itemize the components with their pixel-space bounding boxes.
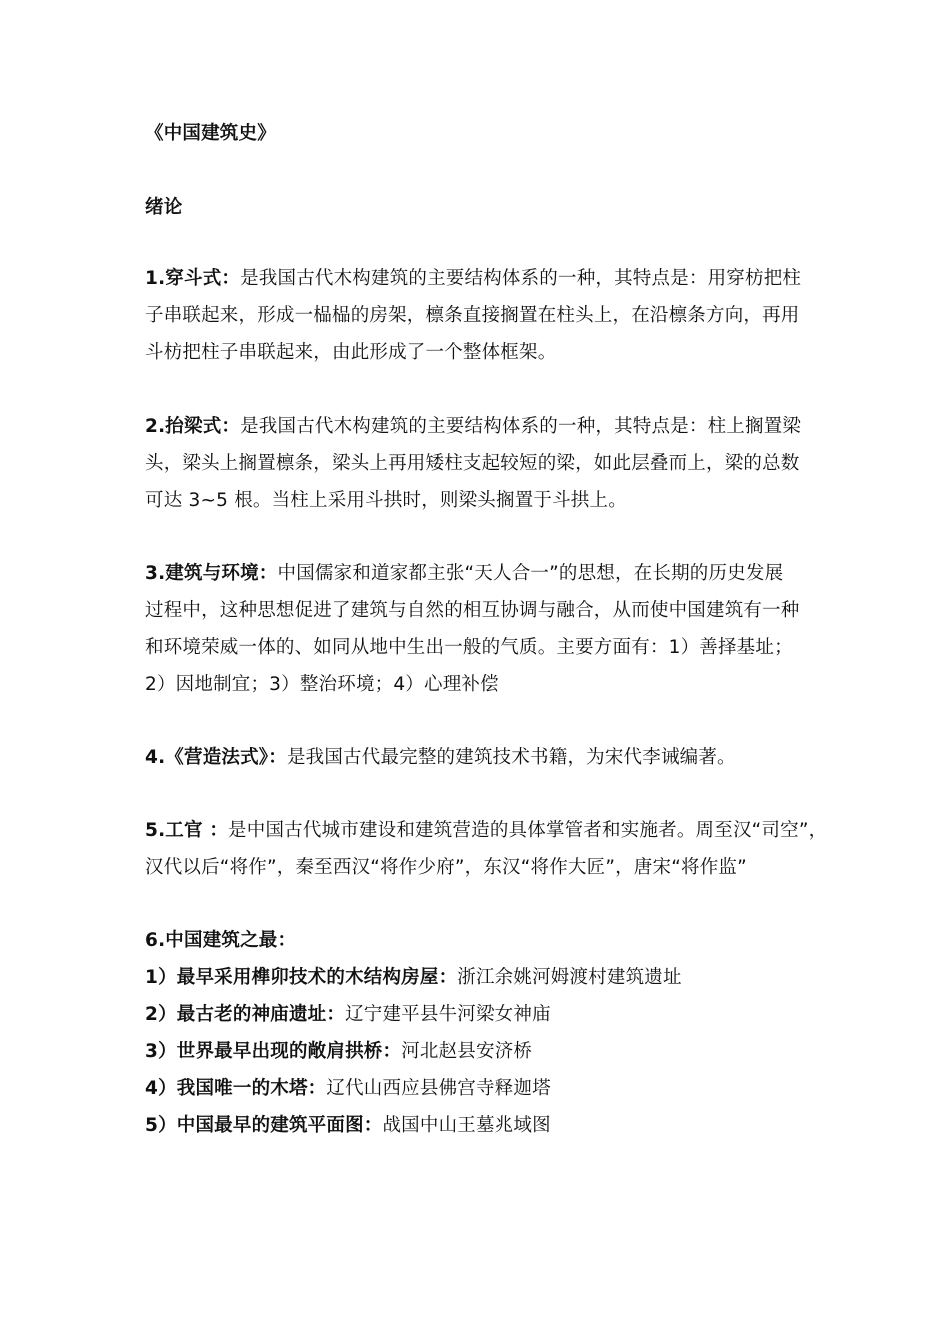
list-item-value: 浙江余姚河姆渡村建筑遗址 [457, 967, 682, 988]
paragraph-1-line-1 [145, 267, 801, 291]
paragraph-3-line-3: 和环境荣威一体的、如同从地中生出一般的气质。主要方面有：1）善择基址； [145, 637, 793, 658]
paragraph-4-text: 是我国古代最完整的建筑技术书籍，为宋代李诫编著。 [286, 747, 736, 768]
list-item-label: 4）我国唯一的木塔： [145, 1078, 327, 1099]
list-item [145, 1003, 551, 1027]
term-gongguan: 5.工官 ： [145, 820, 229, 841]
paragraph-4-line-1 [145, 746, 736, 770]
paragraph-3-line-2: 过程中，这种思想促进了建筑与自然的相互协调与融合，从而使中国建筑有一种 [145, 600, 800, 621]
list-item-value: 辽宁建平县牛河梁女神庙 [345, 1004, 551, 1025]
paragraph-2-line-3: 可达 3~5 根。当柱上采用斗拱时，则梁头搁置于斗拱上。 [145, 490, 627, 511]
paragraph-3-line-1 [145, 562, 783, 586]
paragraph-2-line-2: 头，梁头上搁置檩条，梁头上再用矮柱支起较短的梁，如此层叠而上，梁的总数 [145, 453, 800, 474]
list-item [145, 1077, 551, 1101]
paragraph-3-line-4: 2）因地制宜；3）整治环境；4）心理补偿 [145, 674, 499, 695]
paragraph-1-line-2: 子串联起来，形成一榀榀的房架，檩条直接搁置在柱头上，在沿檩条方向，再用 [145, 305, 800, 326]
document-title: 《中国建筑史》 [145, 123, 276, 144]
list-item-label: 1）最早采用榫卯技术的木结构房屋： [145, 967, 458, 988]
term-tailiang: 2.抬梁式： [145, 416, 241, 437]
paragraph-5-line-1 [145, 819, 827, 843]
list-item-label: 3）世界最早出现的敞肩拱桥： [145, 1041, 402, 1062]
term-chuandou: 1.穿斗式： [145, 268, 241, 289]
list-item-label: 2）最古老的神庙遗址： [145, 1004, 346, 1025]
paragraph-1-line-3: 斗枋把柱子串联起来，由此形成了一个整体框架。 [145, 342, 557, 363]
paragraph-1-text: 是我国古代木构建筑的主要结构体系的一种，其特点是：用穿枋把柱 [240, 268, 802, 289]
paragraph-5-line-2: 汉代以后“将作”，秦至西汉“将作少府”，东汉“将作大匠”，唐宋“将作监” [145, 857, 747, 878]
term-architecture-environment: 3.建筑与环境： [145, 563, 278, 584]
list-item-value: 辽代山西应县佛宫寺释迦塔 [326, 1078, 551, 1099]
paragraph-5-text: 是中国古代城市建设和建筑营造的具体掌管者和实施者。周至汉“司空”， [228, 820, 828, 841]
term-yingzao-fashi: 4.《营造法式》： [145, 747, 287, 768]
list-item-label: 5）中国最早的建筑平面图： [145, 1115, 383, 1136]
list-item [145, 966, 682, 990]
list-item [145, 1114, 551, 1138]
paragraph-2-line-1 [145, 415, 801, 439]
list-item-value: 战国中山王墓兆域图 [382, 1115, 551, 1136]
list-item-value: 河北赵县安济桥 [401, 1041, 533, 1062]
section-heading: 绪论 [145, 197, 183, 218]
paragraph-6-heading: 6.中国建筑之最： [145, 930, 297, 951]
paragraph-3-text: 中国儒家和道家都主张“天人合一”的思想，在长期的历史发展 [277, 563, 784, 584]
paragraph-2-text: 是我国古代木构建筑的主要结构体系的一种，其特点是：柱上搁置梁 [240, 416, 802, 437]
list-item [145, 1040, 532, 1064]
